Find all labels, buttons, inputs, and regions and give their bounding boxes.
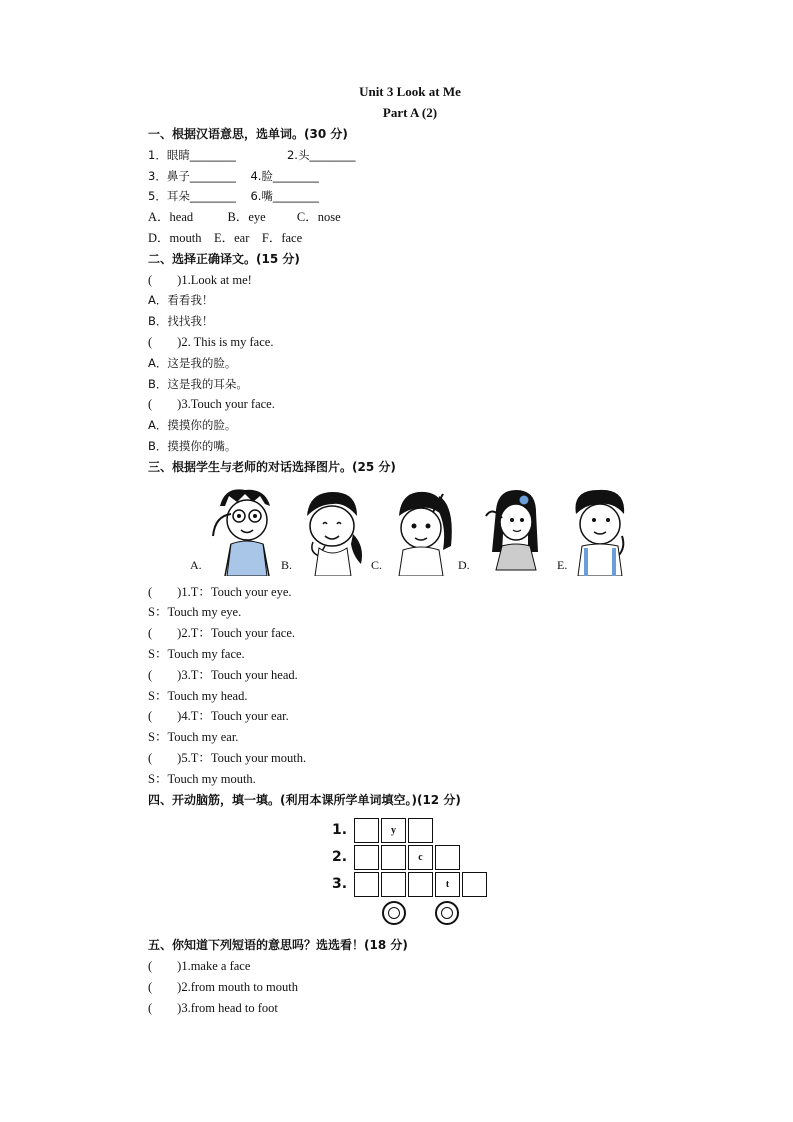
grid-cell[interactable] xyxy=(354,818,379,843)
row-number: 2. xyxy=(332,849,348,865)
girl-flower-picture xyxy=(480,486,546,576)
section2-option-b: B．这是我的耳朵。 xyxy=(148,377,248,391)
picture-label-d: D. xyxy=(458,558,470,572)
section5-heading: 五、你知道下列短语的意思吗？选选看！(18 分) xyxy=(148,938,408,952)
section5-item: ( )3.from head to foot xyxy=(148,1001,278,1015)
row-number: 3. xyxy=(332,876,348,892)
section2-option-a: A．摸摸你的脸。 xyxy=(148,418,237,432)
grid-cell[interactable] xyxy=(354,845,379,870)
section4-heading: 四、开动脑筋，填一填。(利用本课所学单词填空。)(12 分) xyxy=(148,793,461,807)
section1-item: 5．耳朵________ 6.嘴________ xyxy=(148,189,319,203)
section2-heading: 二、选择正确译文。(15 分) xyxy=(148,252,300,266)
boy-glasses-picture xyxy=(205,486,275,576)
grid-cell[interactable] xyxy=(408,872,433,897)
section2-option-a: A．看看我！ xyxy=(148,293,214,307)
wheel-icon xyxy=(435,901,459,925)
part-title: Part A (2) xyxy=(382,105,438,120)
girl-pigtails-picture xyxy=(295,486,367,576)
boy-curly-picture xyxy=(568,486,634,576)
picture-label-e: E. xyxy=(557,558,568,572)
wheel-icon xyxy=(382,901,406,925)
grid-cell[interactable] xyxy=(354,872,379,897)
dialog-student: S：Touch my mouth. xyxy=(148,772,256,786)
grid-cell[interactable]: t xyxy=(435,872,460,897)
grid-cell[interactable] xyxy=(381,845,406,870)
crossword-grid xyxy=(332,818,492,928)
dialog-student: S：Touch my head. xyxy=(148,689,248,703)
section2-question: ( )1.Look at me! xyxy=(148,273,252,287)
section2-option-b: B．找找我！ xyxy=(148,314,214,328)
grid-cell[interactable] xyxy=(435,845,460,870)
section1-options: A．head B．eye C．nose xyxy=(148,210,341,224)
section2-option-a: A．这是我的脸。 xyxy=(148,356,237,370)
section5-item: ( )1.make a face xyxy=(148,959,251,973)
picture-label-a: A. xyxy=(190,558,202,572)
dialog-teacher: ( )2.T：Touch your face. xyxy=(148,626,295,640)
dialog-student: S：Touch my face. xyxy=(148,647,245,661)
dialog-teacher: ( )4.T：Touch your ear. xyxy=(148,709,289,723)
section2-question: ( )2. This is my face. xyxy=(148,335,274,349)
section3-heading: 三、根据学生与老师的对话选择图片。(25 分) xyxy=(148,460,396,474)
dialog-student: S：Touch my ear. xyxy=(148,730,239,744)
section1-options: D．mouth E．ear F．face xyxy=(148,231,303,245)
section2-option-b: B．摸摸你的嘴。 xyxy=(148,439,237,453)
grid-cell[interactable] xyxy=(408,818,433,843)
section1-item: 3．鼻子________ 4.脸________ xyxy=(148,169,319,183)
picture-label-b: B. xyxy=(281,558,293,572)
dialog-teacher: ( )5.T：Touch your mouth. xyxy=(148,751,307,765)
section1-heading: 一、根据汉语意思，选单词。(30 分) xyxy=(148,127,348,141)
unit-title: Unit 3 Look at Me xyxy=(359,84,461,99)
dialog-student: S：Touch my eye. xyxy=(148,605,242,619)
grid-cell[interactable] xyxy=(381,872,406,897)
picture-label-c: C. xyxy=(371,558,383,572)
grid-cell[interactable]: c xyxy=(408,845,433,870)
dialog-teacher: ( )3.T：Touch your head. xyxy=(148,668,298,682)
section2-question: ( )3.Touch your face. xyxy=(148,397,275,411)
section5-item: ( )2.from mouth to mouth xyxy=(148,980,298,994)
grid-cell[interactable]: y xyxy=(381,818,406,843)
dialog-teacher: ( )1.T：Touch your eye. xyxy=(148,585,292,599)
row-number: 1. xyxy=(332,822,348,838)
girl-ponytail-picture xyxy=(385,486,455,576)
grid-cell[interactable] xyxy=(462,872,487,897)
section1-item: 1．眼睛________ 2.头________ xyxy=(148,148,356,162)
picture-row xyxy=(190,486,640,576)
